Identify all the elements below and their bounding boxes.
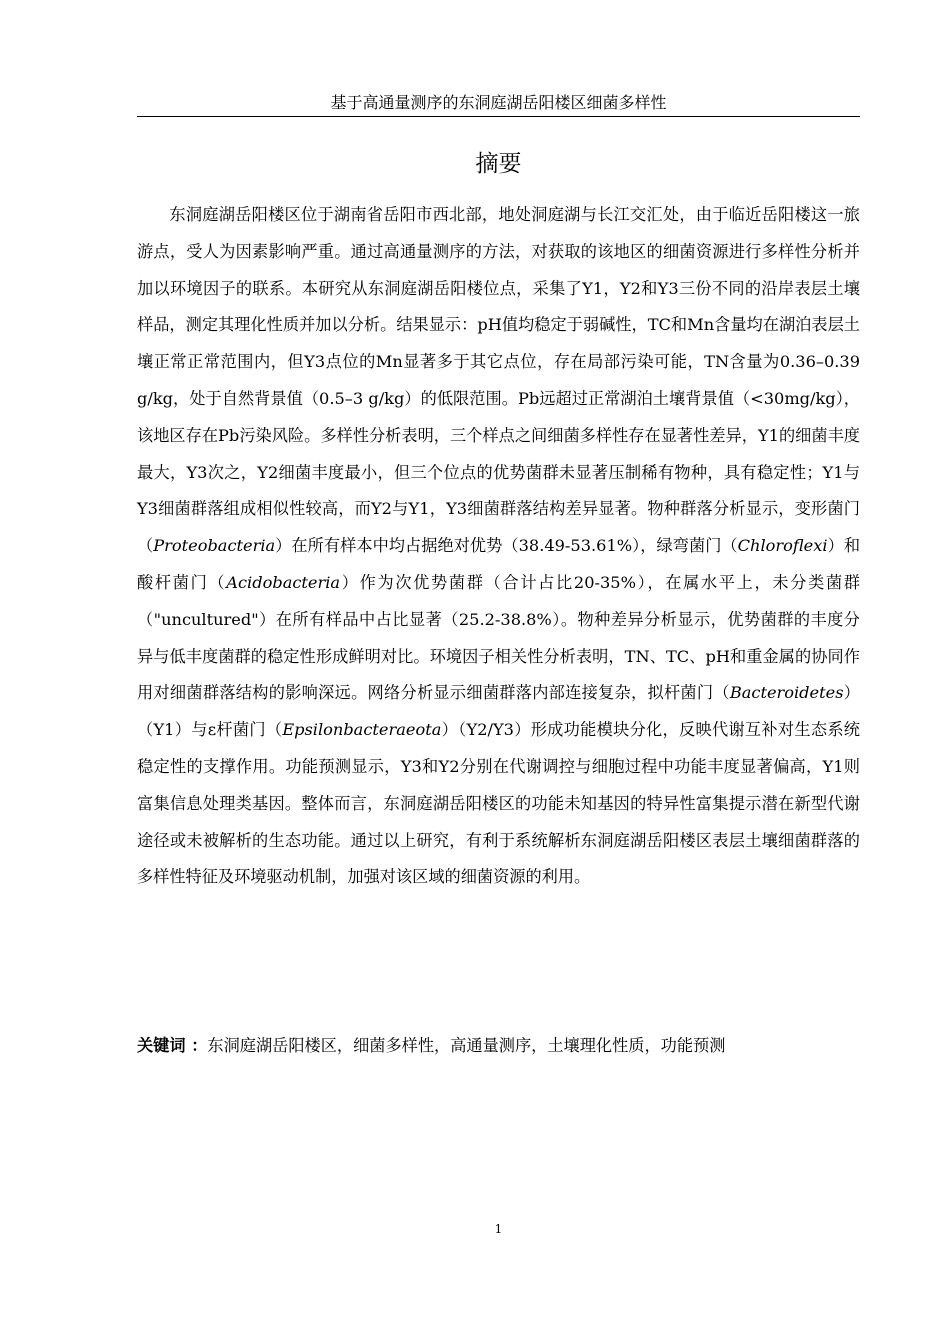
taxon-name-acidobacteria: Acidobacteria <box>226 572 341 592</box>
abstract-text: ）和酸杆菌门（ <box>137 536 861 592</box>
keywords-line <box>137 1031 860 1061</box>
abstract-text: ）在所有样本中均占据绝对优势（38.49-53.61%），绿弯菌门（ <box>275 536 738 556</box>
keywords-label: 关键词 ： <box>137 1036 208 1055</box>
taxon-name-bacteroidetes: Bacteroidetes <box>729 683 844 703</box>
running-header-title: 基于高通量测序的东洞庭湖岳阳楼区细菌多样性 <box>330 93 667 112</box>
abstract-text: ）作为次优势菌群（合计占比20-35%），在属水平上，未分类菌群（"uncultured"）在所有样品中占比显著（25.2-38.8%）。物种差异分析显示，优势菌群的丰度分异与低丰度菌群的稳定性形成鲜明对比。环境因子相关性分析表明，TN、TC、pH和重金属的协同作用对细菌群落结构的影响深远。网络分析显示细菌群落内部连接复杂，拟杆菌门（ <box>137 572 860 703</box>
abstract-text: ）（Y1）与ε杆菌门（ <box>137 683 860 740</box>
page-number: 1 <box>494 1222 503 1236</box>
header-divider <box>137 116 860 117</box>
abstract-text: ）（Y2/Y3）形成功能模块分化，反映代谢互补对生态系统稳定性的支撑作用。功能预测显示，Y3和Y2分别在代谢调控与细胞过程中功能丰度显著偏高，Y1则富集信息处理类基因。整体而言，东洞庭湖岳阳楼区的功能未知基因的特异性富集提示潜在新型代谢途径或未被解析的生态功能。通过以上研究，有利于系统解析东洞庭湖岳阳楼区表层土壤细菌群落的多样性特征及环境驱动机制，加强对该区域的细菌资源的利用。 <box>137 720 860 887</box>
abstract-title: 摘要 <box>475 151 522 177</box>
keywords-text: 东洞庭湖岳阳楼区，细菌多样性，高通量测序，土壤理化性质，功能预测 <box>207 1036 726 1055</box>
taxon-name-epsilonbacteraeota: Epsilonbacteraeota <box>282 720 442 740</box>
abstract-paragraph <box>137 197 860 896</box>
taxon-name-chloroflexi: Chloroflexi <box>737 536 828 556</box>
abstract-text: 东洞庭湖岳阳楼区位于湖南省岳阳市西北部，地处洞庭湖与长江交汇处，由于临近岳阳楼这一旅游点，受人为因素影响严重。通过高通量测序的方法，对获取的该地区的细菌资源进行多样性分析并加以环境因子的联系。本研究从东洞庭湖岳阳楼位点，采集了Y1，Y2和Y3三份不同的沿岸表层土壤样品，测定其理化性质并加以分析。结果显示：pH值均稳定于弱碱性，TC和Mn含量均在湖泊表层土壤正常正常范围内，但Y3点位的Mn显著多于其它点位，存在局部污染可能，TN含量为0.36–0.39 g/kg，处于自然背景值（0.5–3 g/kg）的低限范围。Pb远超过正常湖泊土壤背景值（<30mg/kg），该地区存在Pb污染风险。多样性分析表明，三个样点之间细菌多样性存在显著性差异，Y1的细菌丰度最大，Y3次之，Y2细菌丰度最小，但三个位点的优势菌群未显著压制稀有物种，具有稳定性；Y1与Y3细菌群落组成相似性较高，而Y2与Y1，Y3细菌群落结构差异显著。物种群落分析显示，变形菌门（ <box>137 205 860 556</box>
taxon-name-proteobacteria: Proteobacteria <box>153 536 276 556</box>
